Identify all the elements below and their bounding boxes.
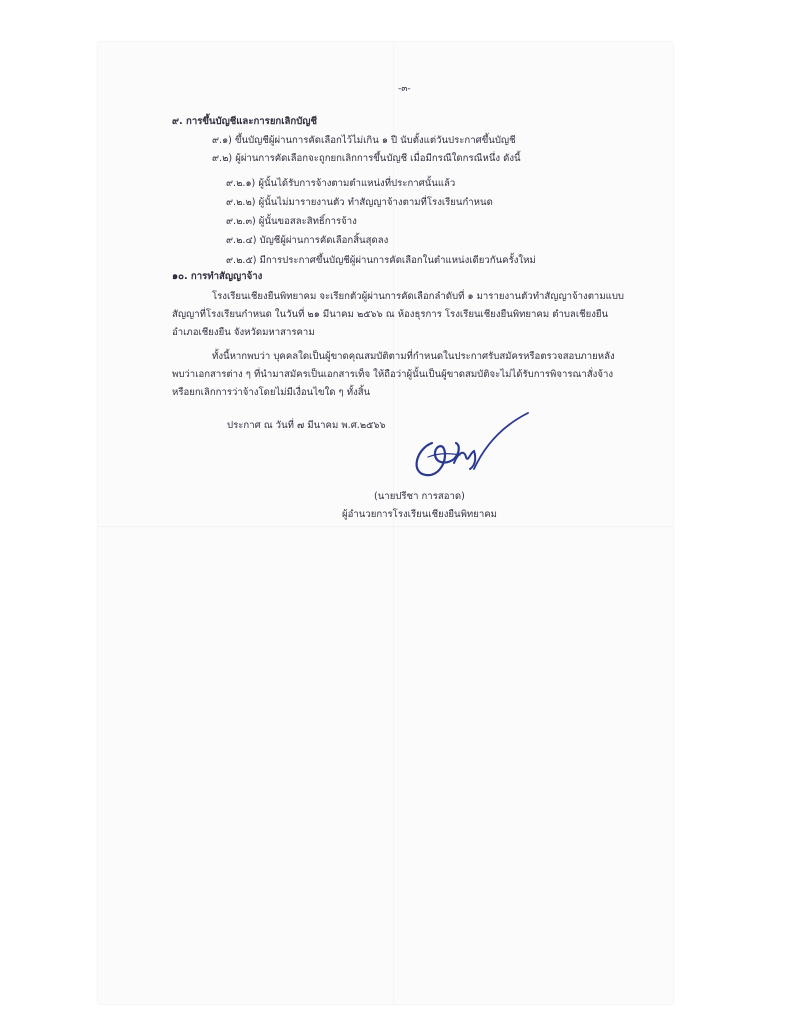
section-9-item-1: ๙.๑) ขึ้นบัญชีผู้ผ่านการคัดเลือกไว้ไม่เกิน ๑ ปี นับตั้งแต่วันประกาศขึ้นบัญชี (212, 135, 516, 146)
section-10-heading: ๑๐. การทำสัญญาจ้าง (172, 271, 263, 282)
signer-position: ผู้อำนวยการโรงเรียนเชียงยืนพิทยาคม (342, 509, 497, 520)
section-9-sub-item: ๙.๒.๒) ผู้นั้นไม่มารายงานตัว ทำสัญญาจ้างตามที่โรงเรียนกำหนด (226, 197, 493, 208)
signer-name: (นายปรีชา การสอาด) (374, 491, 465, 502)
section-10-paragraph-1-line: โรงเรียนเชียงยืนพิทยาคม จะเรียกตัวผู้ผ่านการคัดเลือกลำดับที่ ๑ มารายงานตัวทำสัญญาจ้างตามแบบ (212, 291, 625, 302)
section-10-paragraph-1-line: อำเภอเชียงยืน จังหวัดมหาสารคาม (172, 327, 315, 338)
section-10-paragraph-2-line: ทั้งนี้หากพบว่า บุคคลใดเป็นผู้ขาดคุณสมบัติตามที่กำหนดในประกาศรับสมัครหรือตรวจสอบภายหลัง (212, 351, 615, 362)
signature-icon (404, 403, 534, 487)
section-9-sub-item: ๙.๒.๓) ผู้นั้นขอสละสิทธิ์การจ้าง (226, 216, 357, 227)
section-10-paragraph-2-line: พบว่าเอกสารต่าง ๆ ที่นำมาสมัครเป็นเอกสารเท็จ ให้ถือว่าผู้นั้นเป็นผู้ขาดสมบัติจะไม่ได้รับการพิจารณาสั่งจ้าง (172, 369, 614, 380)
section-10-paragraph-1-line: สัญญาที่โรงเรียนกำหนด ในวันที่ ๒๑ มีนาคม ๒๕๖๖ ณ ห้องธุรการ โรงเรียนเชียงยืนพิทยาคม ตำบลเชียงยืน (172, 309, 609, 320)
section-10-paragraph-2-line: หรือยกเลิกการว่าจ้างโดยไม่มีเงื่อนไขใด ๆ ทั้งสิ้น (172, 387, 371, 398)
section-9-sub-item: ๙.๒.๕) มีการประกาศขึ้นบัญชีผู้ผ่านการคัดเลือกในตำแหน่งเดียวกันครั้งใหม่ (226, 255, 536, 266)
section-9-heading: ๙. การขึ้นบัญชีและการยกเลิกบัญชี (172, 116, 317, 127)
section-9-sub-item: ๙.๒.๔) บัญชีผู้ผ่านการคัดเลือกสิ้นสุดลง (226, 235, 389, 246)
section-9-item-2: ๙.๒) ผู้ผ่านการคัดเลือกจะถูกยกเลิกการขึ้นบัญชี เมื่อมีกรณีใดกรณีหนึ่ง ดังนี้ (212, 153, 521, 164)
paper-crease (98, 526, 673, 527)
page-number: -๓- (398, 84, 411, 94)
section-9-sub-item: ๙.๒.๑) ผู้นั้นได้รับการจ้างตามตำแหน่งที่ประกาศนั้นแล้ว (226, 178, 456, 189)
announcement-date: ประกาศ ณ วันที่ ๗ มีนาคม พ.ศ.๒๕๖๖ (227, 420, 386, 431)
